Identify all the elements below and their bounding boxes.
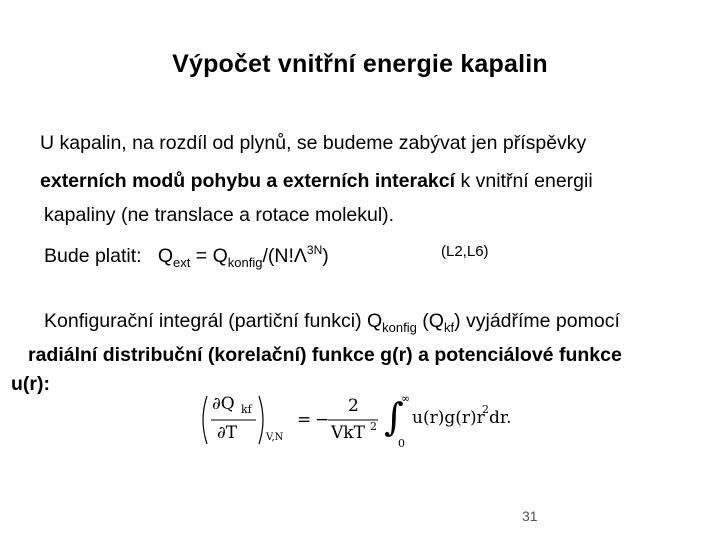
formula-dr: dr. xyxy=(489,408,512,428)
formula-kf: kf xyxy=(241,403,252,416)
integral-upper: ∞ xyxy=(401,392,411,405)
para2-text-a: Konfigurační integrál (partiční funkci) Q xyxy=(44,310,383,332)
formula-dq: ∂Q xyxy=(212,394,235,414)
para2-line3: u(r): xyxy=(11,373,50,395)
para1-line4 xyxy=(44,238,329,275)
references: (L2,L6) xyxy=(441,243,489,260)
formula-dt: ∂T xyxy=(217,423,238,443)
formula-sq: 2 xyxy=(370,420,377,433)
formula-vkt: VkT xyxy=(331,423,365,443)
formula-eq: = xyxy=(297,410,312,430)
formula-two: 2 xyxy=(348,396,359,416)
formula-minus: − xyxy=(315,410,330,430)
integrand: u(r)g(r)r xyxy=(412,408,485,428)
konfig-sub: konfig xyxy=(227,255,263,270)
q-main: Q xyxy=(157,245,174,267)
para1-line1: U kapalin, na rozdíl od plynů, se budeme zabývat jen příspěvky xyxy=(40,132,587,154)
para2-line1 xyxy=(44,309,620,340)
sup-3n: 3N xyxy=(306,243,323,257)
lambda-symbol: Λ xyxy=(293,245,307,267)
bude-platit-label: Bude platit: xyxy=(44,245,142,267)
para1-line2-bold: externích modů pohybu a externích interakcí xyxy=(40,170,456,192)
para2-sub-konfig: konfig xyxy=(382,320,417,335)
page-number: 31 xyxy=(522,508,538,524)
eq-q: = Q xyxy=(190,245,228,267)
div-open: /(N! xyxy=(262,245,294,267)
para2-line2: radiální distribuční (korelační) funkce g(r) a potenciálové funkce xyxy=(28,344,622,366)
q-ext-sub: ext xyxy=(173,255,191,270)
para2-text-b: (Q xyxy=(416,310,444,332)
para1-line2-rest: k vnitřní energii xyxy=(455,170,593,192)
para1-line3: kapaliny (ne translace a rotace molekul). xyxy=(44,204,395,226)
formula-vn: V,N xyxy=(266,432,284,443)
para2-sub-kf: kf xyxy=(443,320,455,335)
close-paren: ) xyxy=(322,245,329,267)
slide-title: Výpočet vnitřní energie kapalin xyxy=(172,50,548,78)
formula xyxy=(198,390,512,452)
para2-text-c: ) vyjádříme pomocí xyxy=(454,310,620,332)
integrand-exp: 2 xyxy=(482,403,489,416)
integral-sign: ∫ xyxy=(384,395,404,439)
para1-line2 xyxy=(40,169,593,193)
integral-lower: 0 xyxy=(398,437,405,450)
